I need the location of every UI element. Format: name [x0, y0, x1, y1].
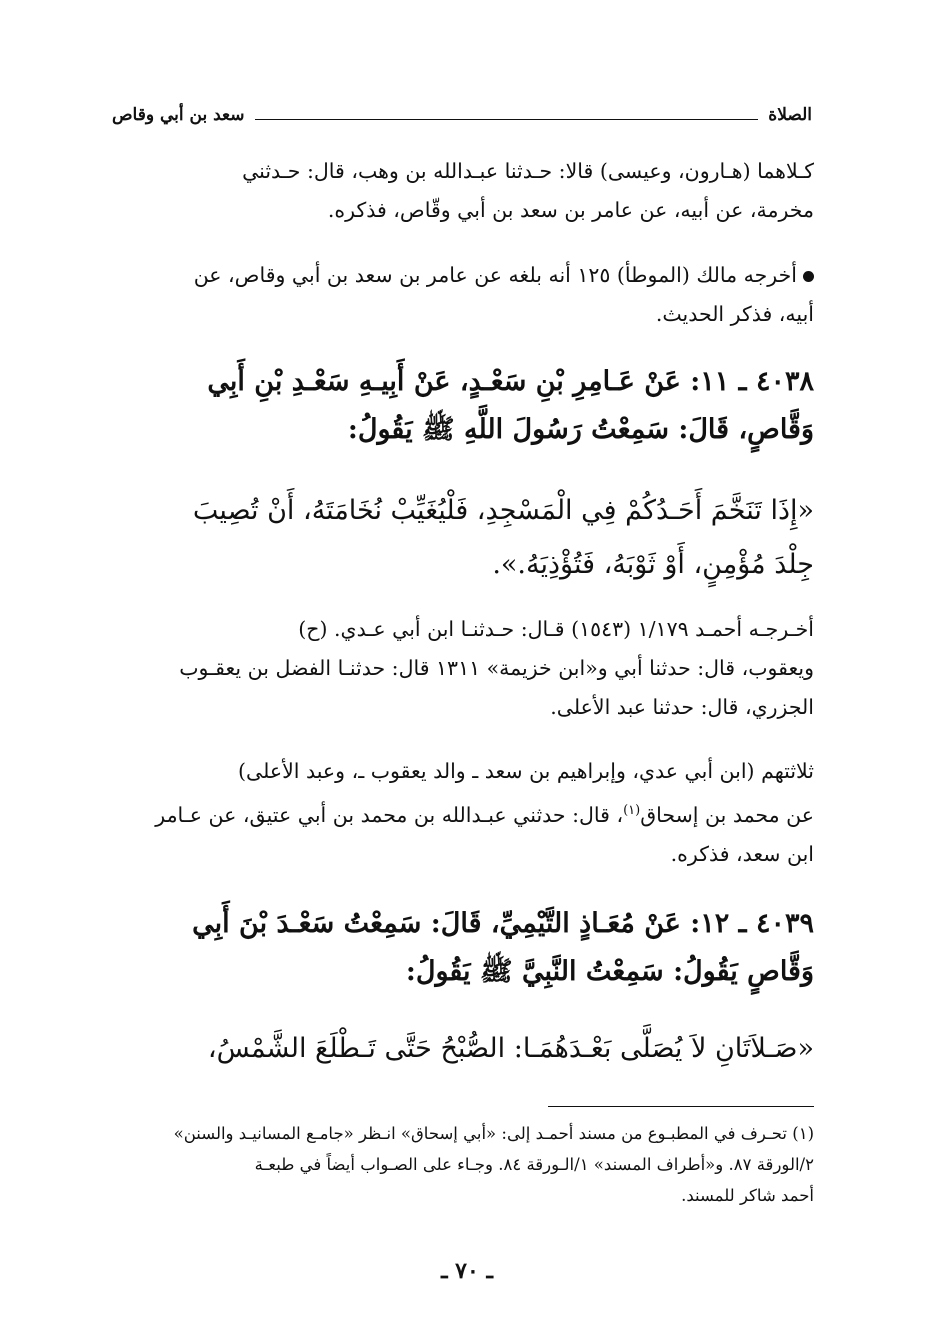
- header-section: سعد بن أبي وقاص: [112, 105, 245, 125]
- bullet-icon: [803, 271, 814, 282]
- text-line: ويعقوب، قال: حدثنا أبي و«ابن خزيمة» ١٣١١ قال: حدثنـا الفضل بن يعقـوب: [179, 656, 814, 680]
- paragraph-3: [112, 610, 814, 727]
- text-line: أخرجه مالك (الموطأ) ١٢٥ أنه بلغه عن عامر بن سعد بن أبي وقاص، عن: [193, 263, 797, 287]
- text-line: ثلاثتهم (ابن أبي عدي، وإبراهيم بن سعد ـ والد يعقوب ـ، وعبد الأعلى): [237, 759, 814, 783]
- footnote-line: ٢/الورقة ٨٧. و«أطراف المسند» ١/الـورقة ٨٤. وجـاء على الصـواب أيضاً في طبعـة: [254, 1155, 814, 1174]
- paragraph-2: [112, 256, 814, 334]
- text-line: ٤٠٣٨ ـ ١١: عَنْ عَـامِرِ بْنِ سَعْـدٍ، عَنْ أَبِيـهِ سَعْـدِ بْنِ أَبِي: [207, 366, 814, 397]
- text-segment: عن محمد بن إسحاق: [640, 802, 814, 827]
- paragraph-4: [112, 752, 814, 874]
- header-chapter: الصلاة: [768, 105, 812, 125]
- text-line: ٤٠٣٩ ـ ١٢: عَنْ مُعَـاذٍ التَّيْمِيِّ، قَالَ: سَمِعْتُ سَعْـدَ بْنَ أَبِي: [192, 908, 814, 939]
- text-line: «صَـلاَتَانِ لاَ يُصَلَّى بَعْـدَهُمَـا: الصُّبْحُ حَتَّى تَـطْلَعَ الشَّمْسُ،: [207, 1033, 814, 1064]
- running-header: [112, 100, 812, 130]
- text-line: أخـرجـه أحمـد ١/١٧٩ (١٥٤٣) قـال: حـدثنـا ابن أبي عـدي. (ح): [298, 617, 814, 641]
- text-line: «إِذَا تَنَخَّمَ أَحَـدُكُمْ فِي الْمَسْجِدِ، فَلْيُغَيِّبْ نُخَامَتَهُ، أَنْ تُصِيبَ: [192, 495, 814, 526]
- text-line: ابن سعد، فذكره.: [670, 841, 814, 866]
- text-line: أبيه، فذكر الحديث.: [655, 302, 814, 326]
- hadith-4038-text: [112, 484, 814, 592]
- hadith-4039-text: [112, 1022, 814, 1076]
- text-line: وَقَّاصٍ يَقُولُ: سَمِعْتُ النَّبِيَّ ﷺ يَقُولُ:: [405, 956, 814, 987]
- text-line: الجزري، قال: حدثنا عبد الأعلى.: [550, 695, 814, 719]
- page-number: ـ ٧٠ ـ: [441, 1258, 493, 1284]
- footnote: [112, 1118, 814, 1211]
- text-line-with-footnote: [112, 791, 814, 835]
- footnote-divider: [548, 1106, 814, 1107]
- text-line: وَقَّاصٍ، قَالَ: سَمِعْتُ رَسُولَ اللَّهِ ﷺ يَقُولُ:: [347, 414, 814, 445]
- text-line: جِلْدَ مُؤْمِنٍ، أَوْ ثَوْبَهُ، فَتُؤْذِيَهُ.».: [492, 549, 814, 580]
- footnote-marker[interactable]: (١): [623, 803, 641, 818]
- footnote-line: أحمد شاكر للمسند.: [681, 1186, 814, 1205]
- text-line-with-bullet: [112, 256, 814, 295]
- footnote-line: (١) تحـرف في المطبـوع من مسند أحمـد إلى: «أبي إسحاق» انـظر «جامـع المسانيـد والسنن»: [173, 1124, 814, 1143]
- hadith-4039-heading: [112, 900, 814, 996]
- text-line: كـلاهما (هـارون، وعيسى) قالا: حـدثنا عبـدالله بن وهب، قال: حـدثني: [242, 159, 814, 183]
- paragraph-1: [112, 152, 814, 230]
- text-segment: ، قال: حدثني عبـدالله بن محمد بن أبي عتيق، عن عـامر: [155, 802, 624, 827]
- header-rule: [255, 119, 759, 120]
- text-line: مخرمة، عن أبيه، عن عامر بن سعد بن أبي وقّاص، فذكره.: [327, 198, 814, 222]
- hadith-4038-heading: [112, 358, 814, 454]
